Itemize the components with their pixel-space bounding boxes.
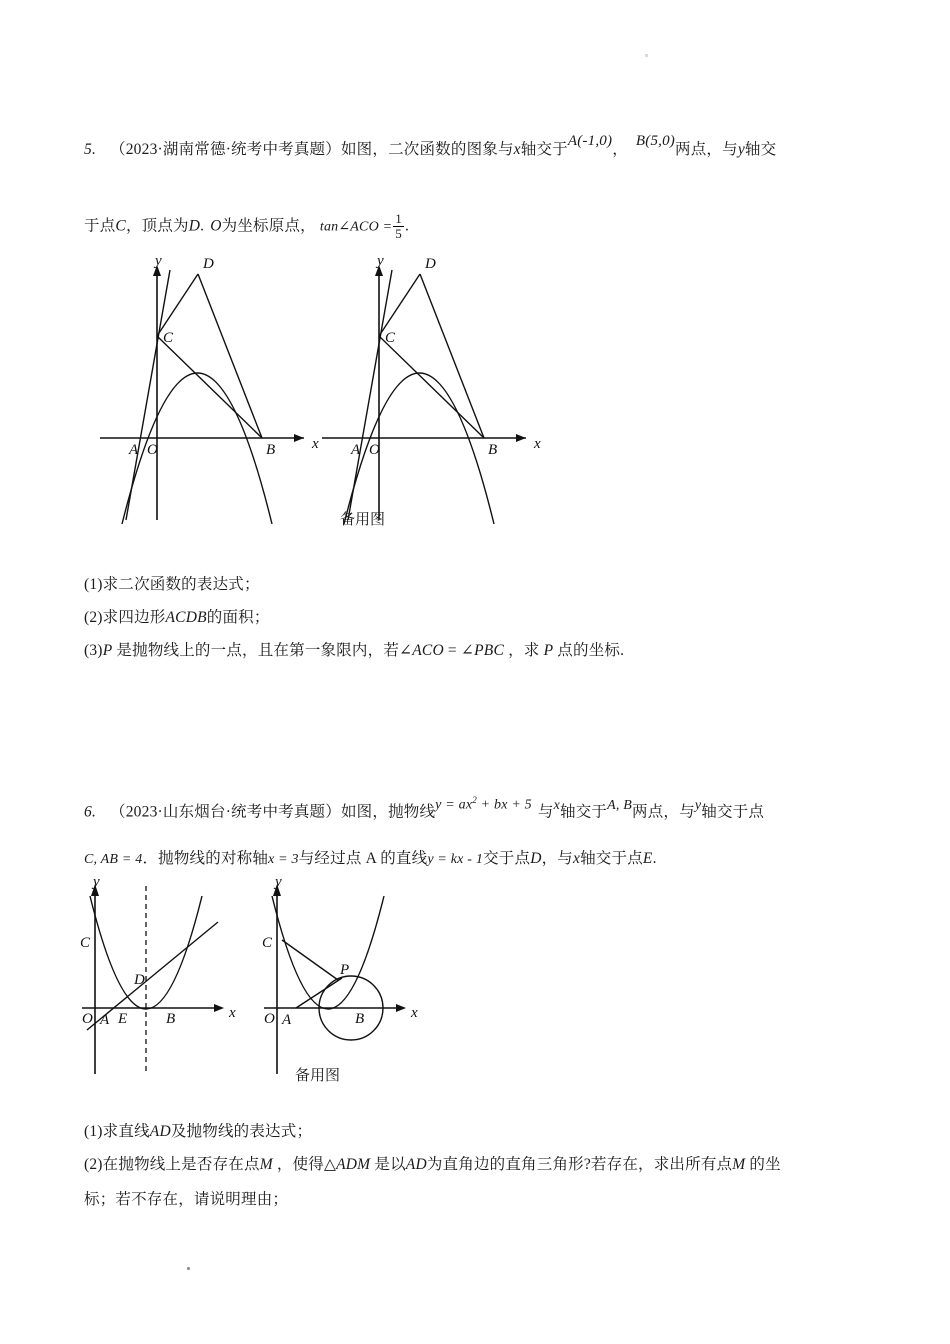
problem-6-stem-x: x	[553, 797, 560, 813]
problem-6-parabola-equation: $y = ax^2$ + bx + 5	[435, 795, 532, 813]
figure-5-left-label-y: y	[155, 253, 162, 269]
figure-5-left-label-A: A	[129, 442, 139, 458]
problem-6-figure-caption: 备用图	[295, 1068, 341, 1084]
problem-6-sub2-mid2: 是以	[370, 1156, 406, 1173]
problem-5-figure	[92, 252, 552, 537]
problem-6-line2-symmetry: x = 3	[268, 852, 299, 867]
problem-6-sub1	[84, 1122, 312, 1142]
problem-6-line2-x: x	[573, 850, 581, 867]
problem-5-tan-period: .	[404, 217, 410, 235]
problem-6-stem-y: y	[694, 797, 702, 813]
problem-5-stem-line1	[84, 133, 777, 160]
figure-6-left-label-E: E	[118, 1011, 128, 1027]
figure-6-left-label-x: x	[229, 1005, 236, 1021]
problem-5-line2-part3: .	[200, 217, 205, 235]
problem-5-sub3-tail: ，求	[504, 642, 544, 659]
problem-5-tan-expr: tan∠ACO =	[319, 219, 393, 235]
figure-5-right-label-B: B	[488, 442, 498, 458]
figure-6-right-label-B: B	[355, 1011, 365, 1027]
problem-5-figure-caption: 备用图	[340, 512, 386, 528]
figure-5-left-label-x: x	[312, 436, 319, 452]
problem-6-stem-line1	[84, 795, 765, 824]
problem-6-line2-e: E	[642, 850, 653, 867]
problem-6-line2-part5: 轴交于点	[580, 850, 643, 867]
figure-6-right-label-A: A	[282, 1012, 292, 1028]
problem-6-line2-part4: ，与	[541, 850, 573, 867]
problem-6-sub1-ad: AD	[149, 1123, 171, 1140]
problem-5-tan-denominator: 5	[395, 225, 402, 241]
problem-6-sub2-ad: AD	[405, 1156, 427, 1173]
problem-5-sub3-prefix: (3)	[84, 642, 103, 659]
figure-6-right-graph	[262, 874, 418, 1074]
problem-5-sub1: (1)求二次函数的表达式；	[84, 576, 260, 593]
figure-5-left-label-O: O	[147, 442, 158, 458]
figure-5-left-label-B: B	[266, 442, 276, 458]
figure-5-right-label-D: D	[425, 256, 436, 272]
problem-5-sub2-suffix: 的面积；	[206, 609, 270, 626]
figure-6-right-label-O: O	[264, 1011, 275, 1027]
problem-6-sub1-suffix: 及抛物线的表达式；	[170, 1123, 313, 1140]
problem-6-stem-line2	[84, 849, 657, 870]
problem-6-sub2-prefix: (2)在抛物线上是否存在点	[84, 1156, 260, 1173]
problem-6-sub2-m: M	[259, 1156, 273, 1173]
problem-6-sub2-m2: M	[732, 1156, 746, 1173]
problem-6-line2-part1: ．抛物线的对称轴	[142, 850, 269, 867]
figure-5-right-label-A: A	[351, 442, 361, 458]
problem-6-line2-part2: 与经过点 A 的直线	[298, 850, 428, 867]
problem-5-sub3-mid: 是抛物线上的一点，且在第一象限内，若∠	[112, 642, 413, 659]
problem-6-sub2-tail: 的坐	[745, 1156, 781, 1173]
problem-5-stem-part1: 如图，二次函数的图象与	[340, 141, 514, 158]
problem-5-stem-part2: 轴交于	[520, 141, 568, 158]
scan-speck-top	[645, 54, 648, 57]
problem-6-line2-part6: .	[652, 850, 657, 867]
problem-5-sub3-p: P	[102, 642, 113, 659]
figure-6-left-label-B: B	[166, 1011, 176, 1027]
problem-5-line2-d: D	[188, 217, 201, 235]
problem-5-sub2-acdb: ACDB	[165, 609, 207, 626]
problem-5-line2-part1: 于点	[84, 217, 116, 235]
figure-6-right-label-y: y	[275, 874, 282, 890]
problem-5-line2-o: O	[210, 217, 222, 235]
figure-6-right-label-C: C	[262, 935, 273, 951]
problem-6-line2-line-eq: y = kx - 1	[427, 852, 484, 867]
problem-5-sub2	[84, 608, 270, 628]
problem-5-stem-line2	[84, 212, 409, 240]
problem-6-line2-c: C, AB = 4	[84, 852, 143, 867]
problem-6-stem-part1: 如图，抛物线	[340, 803, 436, 821]
problem-6-sub2-line1	[84, 1155, 781, 1175]
figure-6-right-label-P: P	[340, 962, 350, 978]
figure-6-right-label-x: x	[411, 1005, 418, 1021]
problem-5-stem-x: x	[513, 141, 521, 158]
problem-5-source: （2023·湖南常德·统考中考真题）	[110, 141, 341, 158]
problem-5-tan-fraction	[393, 212, 404, 240]
problem-5-tan-numerator: 1	[395, 211, 402, 226]
problem-5-point-a: A(-1,0)	[567, 133, 613, 149]
figure-6-left-label-D: D	[134, 972, 145, 988]
figure-6-left-label-y: y	[93, 874, 100, 890]
problem-6-figure	[78, 874, 428, 1078]
problem-5-sub2-prefix: (2)求四边形	[84, 609, 166, 626]
problem-5-stem-y: y	[737, 141, 745, 158]
problem-5-stem-part4: 轴交	[744, 141, 777, 158]
figure-5-right-label-x: x	[534, 436, 541, 452]
problem-6-sub2-mid: ，使得△	[272, 1156, 337, 1173]
problem-5-point-b: B(5,0)	[635, 133, 675, 149]
problem-5-line2-c: C	[115, 217, 126, 235]
problem-6-sub1-prefix: (1)求直线	[84, 1123, 150, 1140]
problem-5-stem-part3: 两点，与	[675, 141, 738, 158]
figure-5-right-graph	[322, 253, 541, 524]
figure-5-left-graph	[100, 253, 319, 524]
problem-6-line2-d: D	[530, 850, 542, 867]
problem-6-sub2-adm: ADM	[336, 1156, 371, 1173]
problem-6-source: （2023·山东烟台·统考中考真题）	[110, 803, 341, 821]
figure-6-left-graph	[80, 874, 236, 1074]
problem-6-stem-with: 与	[537, 803, 554, 821]
problem-5-sub3-p2: P	[543, 642, 554, 659]
figure-5-right-label-y: y	[377, 253, 384, 269]
problem-6-sub2-line2: 标；若不存在，请说明理由；	[84, 1191, 289, 1208]
figure-6-left-label-C: C	[80, 935, 91, 951]
problem-6-line2-part3: 交于点	[483, 850, 531, 867]
problem-5-sub3	[84, 641, 624, 661]
problem-5-comma: ，	[612, 141, 628, 158]
figure-5-right-label-O: O	[369, 442, 380, 458]
figure-6-left-label-O: O	[82, 1011, 93, 1027]
figure-5-left-label-C: C	[163, 330, 174, 346]
problem-5-line2-part4: 为坐标原点，	[221, 217, 316, 235]
problem-5-sub3-eq: = ∠	[443, 642, 475, 659]
problem-5-sub3-tail2: 点的坐标.	[553, 642, 625, 659]
problem-5-sub3-aco: ACO	[412, 642, 444, 659]
problem-6-stem-axis-y: 轴交于点	[701, 803, 765, 821]
problem-5-sub3-pbc: PBC	[474, 642, 504, 659]
problem-5-number: 5.	[84, 141, 97, 158]
figure-5-left-label-D: D	[203, 256, 214, 272]
scan-speck-bottom	[187, 1267, 190, 1270]
problem-6-stem-two: 两点，与	[632, 803, 695, 821]
figure-6-left-label-A: A	[100, 1012, 110, 1028]
problem-6-points-ab: A, B	[607, 797, 633, 813]
problem-5-line2-part2: ，顶点为	[125, 217, 189, 235]
problem-6-number: 6.	[84, 803, 97, 821]
problem-6-stem-axis: 轴交于	[560, 803, 608, 821]
problem-6-sub2-mid3: 为直角边的直角三角形?若存在，求出所有点	[426, 1156, 733, 1173]
figure-5-right-label-C: C	[385, 330, 396, 346]
